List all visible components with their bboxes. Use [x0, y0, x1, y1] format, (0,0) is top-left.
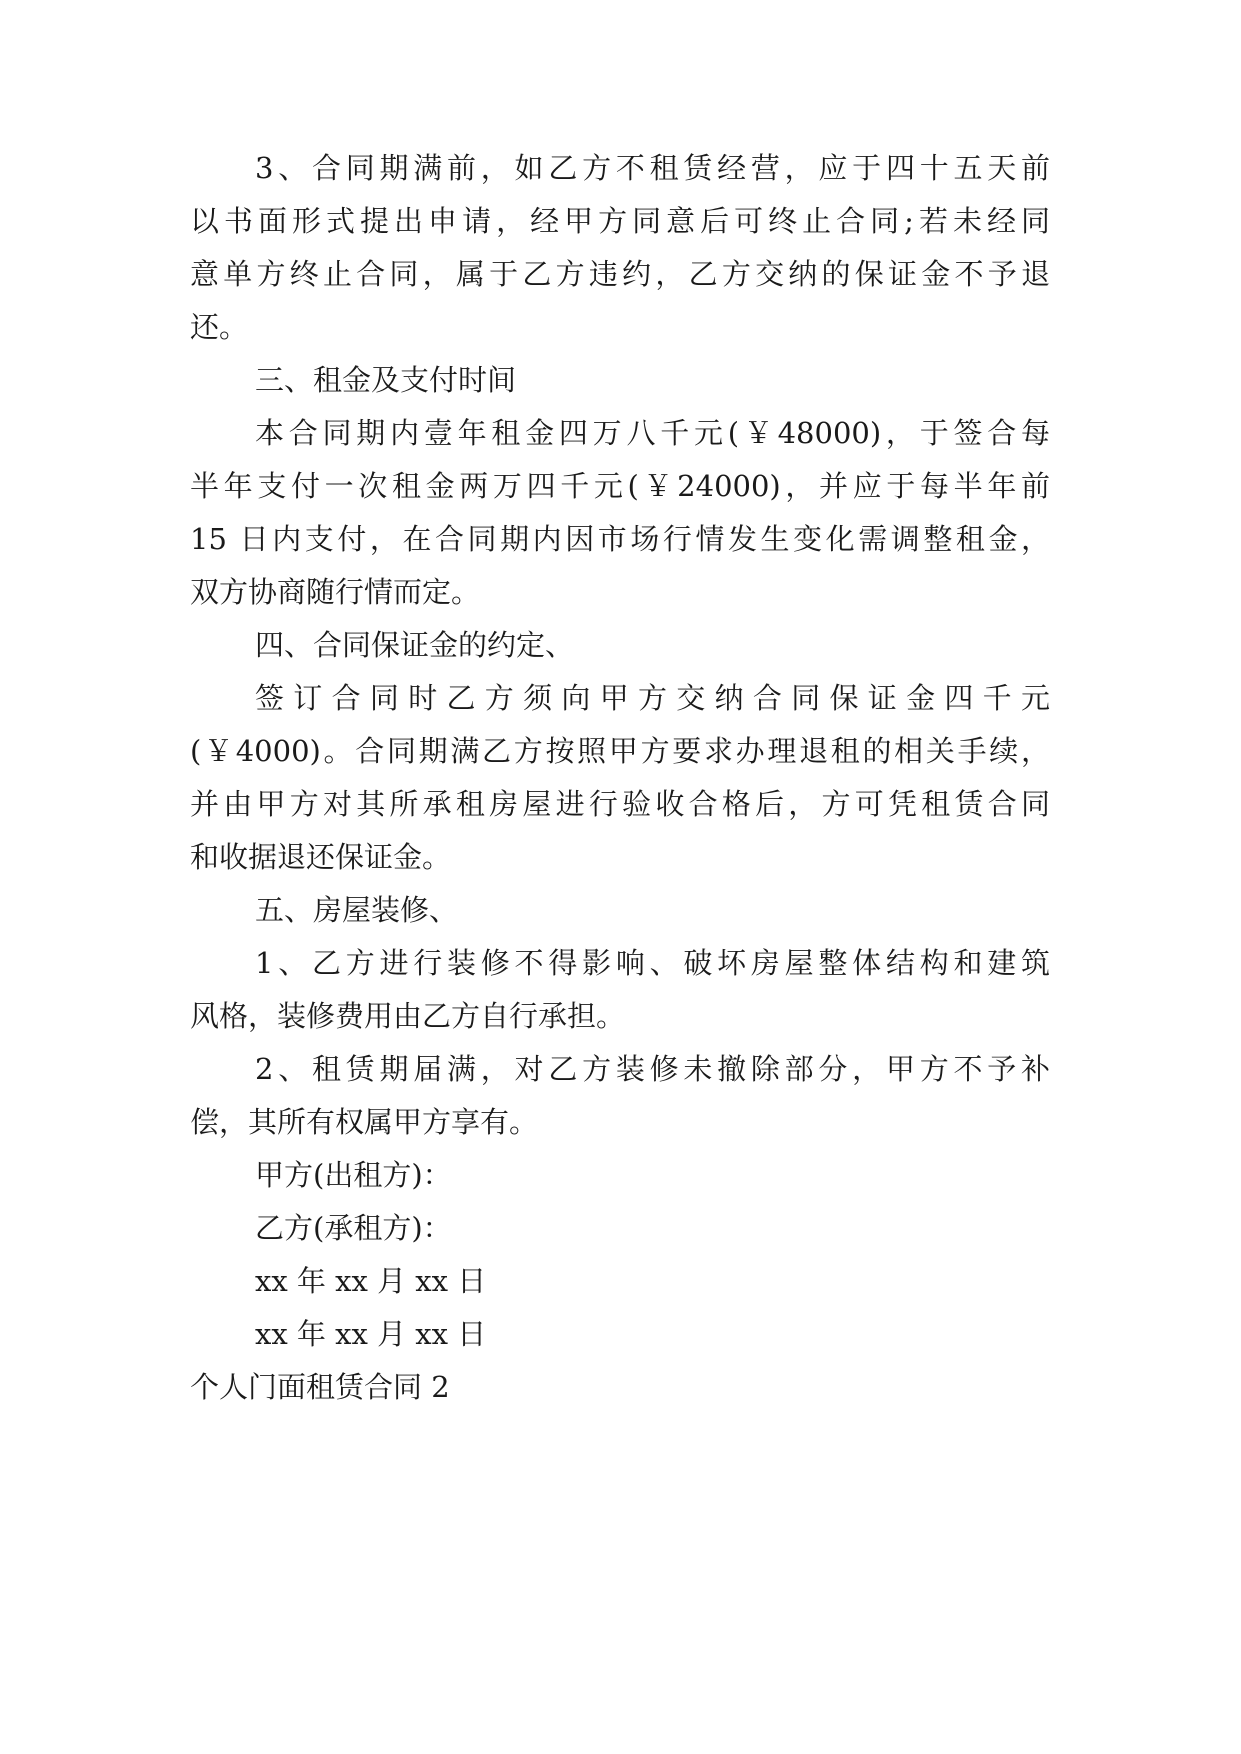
paragraph-line: (￥4000)。合同期满乙方按照甲方要求办理退租的相关手续，	[190, 734, 1050, 768]
paragraph-line: 签订合同时乙方须向甲方交纳合同保证金四千元	[255, 681, 1050, 715]
date-line: xx 年 xx 月 xx 日	[255, 1264, 487, 1298]
paragraph-line: 还。	[190, 310, 249, 344]
document-title: 个人门面租赁合同 2	[190, 1370, 450, 1404]
paragraph-line: 和收据退还保证金。	[190, 840, 452, 874]
section-heading: 三、租金及支付时间	[255, 363, 517, 397]
paragraph-line: 并由甲方对其所承租房屋进行验收合格后，方可凭租赁合同	[190, 787, 1050, 821]
paragraph-line: 半年支付一次租金两万四千元(￥24000)，并应于每半年前	[190, 469, 1050, 503]
paragraph-line: 1、乙方进行装修不得影响、破坏房屋整体结构和建筑	[255, 946, 1050, 980]
paragraph-line: 风格，装修费用由乙方自行承担。	[190, 999, 626, 1033]
paragraph-line: 偿，其所有权属甲方享有。	[190, 1105, 539, 1139]
date-line: xx 年 xx 月 xx 日	[255, 1317, 487, 1351]
paragraph-line: 15 日内支付，在合同期内因市场行情发生变化需调整租金，	[190, 522, 1050, 556]
party-a-signature-line: 甲方(出租方)：	[255, 1158, 452, 1192]
paragraph-line: 意单方终止合同，属于乙方违约，乙方交纳的保证金不予退	[190, 257, 1050, 291]
section-heading: 五、房屋装修、	[255, 893, 459, 927]
party-b-signature-line: 乙方(承租方)：	[255, 1211, 452, 1245]
section-heading: 四、合同保证金的约定、	[255, 628, 575, 662]
paragraph-line: 以书面形式提出申请，经甲方同意后可终止合同;若未经同	[190, 204, 1050, 238]
paragraph-line: 2、租赁期届满，对乙方装修未撤除部分，甲方不予补	[255, 1052, 1050, 1086]
paragraph-line: 本合同期内壹年租金四万八千元(￥48000)，于签合每	[255, 416, 1050, 450]
paragraph-line: 双方协商随行情而定。	[190, 575, 481, 609]
paragraph-line: 3、合同期满前，如乙方不租赁经营，应于四十五天前	[255, 151, 1050, 185]
